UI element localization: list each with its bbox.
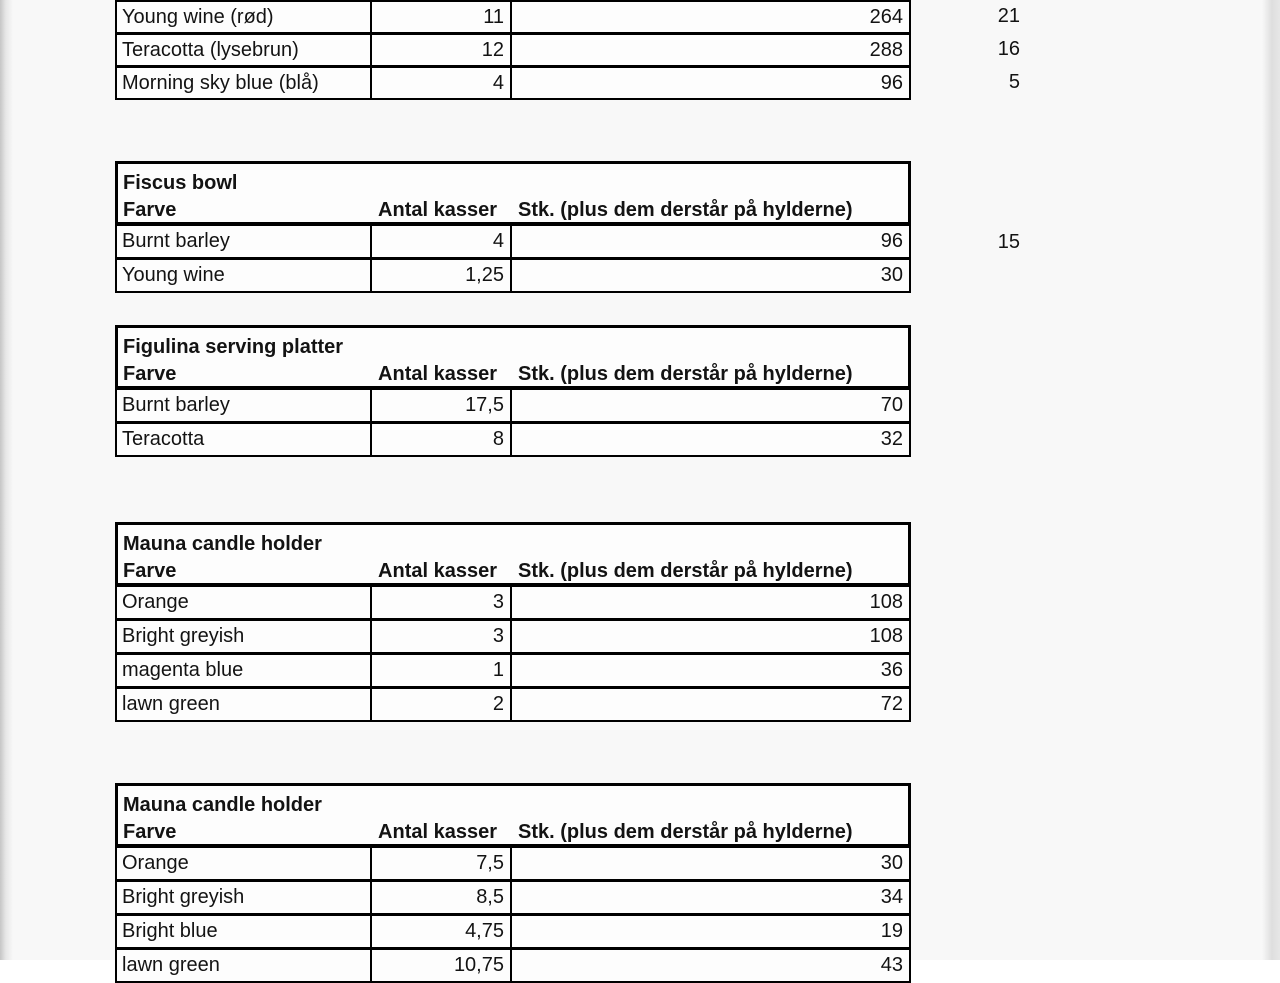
table-row	[117, 2, 909, 32]
cell-stk: 43	[510, 950, 909, 981]
cell-farve: Orange	[122, 852, 189, 874]
cell-antal-kasser: 1	[370, 655, 510, 686]
table-row	[117, 913, 909, 947]
column-header-antal-kasser: Antal kasser	[378, 821, 497, 843]
cell-stk: 30	[510, 848, 909, 879]
table-body	[115, 390, 911, 457]
cell-antal-kasser: 3	[370, 587, 510, 618]
cell-stk: 72	[510, 689, 909, 720]
cell-stk: 34	[510, 882, 909, 913]
table-body	[115, 587, 911, 722]
cell-antal-kasser: 7,5	[370, 848, 510, 879]
table-column-headers	[123, 198, 908, 223]
cell-antal-kasser: 17,5	[370, 390, 510, 421]
table-row	[117, 652, 909, 686]
cell-farve: Burnt barley	[122, 394, 230, 416]
cell-stk: 32	[510, 424, 909, 455]
cell-stk: 108	[510, 587, 909, 618]
table-title: Fiscus bowl	[123, 172, 238, 194]
column-header-stk: Stk. (plus dem derstår på hylderne)	[518, 363, 853, 385]
cell-stk: 264	[510, 2, 909, 32]
table-row	[117, 848, 909, 879]
product-table-mauna-candle-holder-1	[115, 522, 911, 722]
table-column-headers	[123, 559, 908, 584]
margin-note: 5	[1008, 71, 1020, 93]
cell-stk: 19	[510, 916, 909, 947]
column-header-antal-kasser: Antal kasser	[378, 363, 497, 385]
cell-antal-kasser: 4,75	[370, 916, 510, 947]
margin-note: 16	[997, 38, 1020, 60]
cell-farve: Orange	[122, 591, 189, 613]
column-header-farve: Farve	[123, 821, 177, 843]
cell-stk: 36	[510, 655, 909, 686]
cell-farve: Bright blue	[122, 920, 218, 942]
column-header-stk: Stk. (plus dem derstår på hylderne)	[518, 560, 853, 582]
cell-farve: Young wine	[122, 264, 225, 286]
cell-farve: Teracotta	[122, 428, 205, 450]
top-partial-table	[115, 0, 911, 100]
cell-antal-kasser: 1,25	[370, 260, 510, 291]
table-row	[117, 32, 909, 65]
table-header-box	[115, 783, 911, 848]
column-header-antal-kasser: Antal kasser	[378, 560, 497, 582]
column-header-farve: Farve	[123, 363, 177, 385]
table-row	[117, 65, 909, 98]
product-table-fiscus-bowl	[115, 161, 911, 293]
column-header-stk: Stk. (plus dem derstår på hylderne)	[518, 199, 853, 221]
product-table-figulina-serving-platter	[115, 325, 911, 457]
margin-note: 15	[997, 231, 1020, 253]
table-row	[117, 226, 909, 257]
cell-antal-kasser: 10,75	[370, 950, 510, 981]
column-header-stk: Stk. (plus dem derstår på hylderne)	[518, 821, 853, 843]
cell-farve: Burnt barley	[122, 230, 230, 252]
page-left-edge-shadow	[0, 0, 13, 960]
table-header-box	[115, 325, 911, 390]
table-column-headers	[123, 820, 908, 845]
cell-antal-kasser: 3	[370, 621, 510, 652]
cell-stk: 108	[510, 621, 909, 652]
table-row	[117, 421, 909, 455]
cell-farve: lawn green	[122, 693, 220, 715]
column-header-antal-kasser: Antal kasser	[378, 199, 497, 221]
page-right-edge-shadow	[1262, 0, 1280, 960]
table-title: Mauna candle holder	[123, 533, 322, 555]
table-row	[117, 686, 909, 720]
cell-antal-kasser: 2	[370, 689, 510, 720]
table-header-box	[115, 522, 911, 587]
table-body	[115, 226, 911, 293]
cell-farve: Morning sky blue (blå)	[122, 72, 319, 94]
column-header-farve: Farve	[123, 560, 177, 582]
cell-stk: 288	[510, 35, 909, 65]
table-row	[117, 587, 909, 618]
table-body	[115, 848, 911, 983]
table-row	[117, 879, 909, 913]
cell-farve: magenta blue	[122, 659, 244, 681]
cell-antal-kasser: 8	[370, 424, 510, 455]
table-row	[117, 257, 909, 291]
cell-farve: Teracotta (lysebrun)	[122, 39, 299, 61]
column-header-farve: Farve	[123, 199, 177, 221]
table-title: Figulina serving platter	[123, 336, 344, 358]
product-table-mauna-candle-holder-2	[115, 783, 911, 983]
cell-stk: 30	[510, 260, 909, 291]
cell-farve: Bright greyish	[122, 625, 245, 647]
cell-antal-kasser: 12	[370, 35, 510, 65]
cell-stk: 96	[510, 68, 909, 98]
table-header-box	[115, 161, 911, 226]
table-title: Mauna candle holder	[123, 794, 322, 816]
cell-farve: lawn green	[122, 954, 220, 976]
cell-farve: Bright greyish	[122, 886, 245, 908]
cell-stk: 70	[510, 390, 909, 421]
table-row	[117, 390, 909, 421]
cell-stk: 96	[510, 226, 909, 257]
cell-farve: Young wine (rød)	[122, 6, 274, 28]
cell-antal-kasser: 8,5	[370, 882, 510, 913]
cell-antal-kasser: 4	[370, 226, 510, 257]
cell-antal-kasser: 4	[370, 68, 510, 98]
table-column-headers	[123, 362, 908, 387]
margin-note: 21	[997, 5, 1020, 27]
table-row	[117, 618, 909, 652]
cell-antal-kasser: 11	[370, 2, 510, 32]
table-row-partially-visible	[117, 947, 909, 981]
